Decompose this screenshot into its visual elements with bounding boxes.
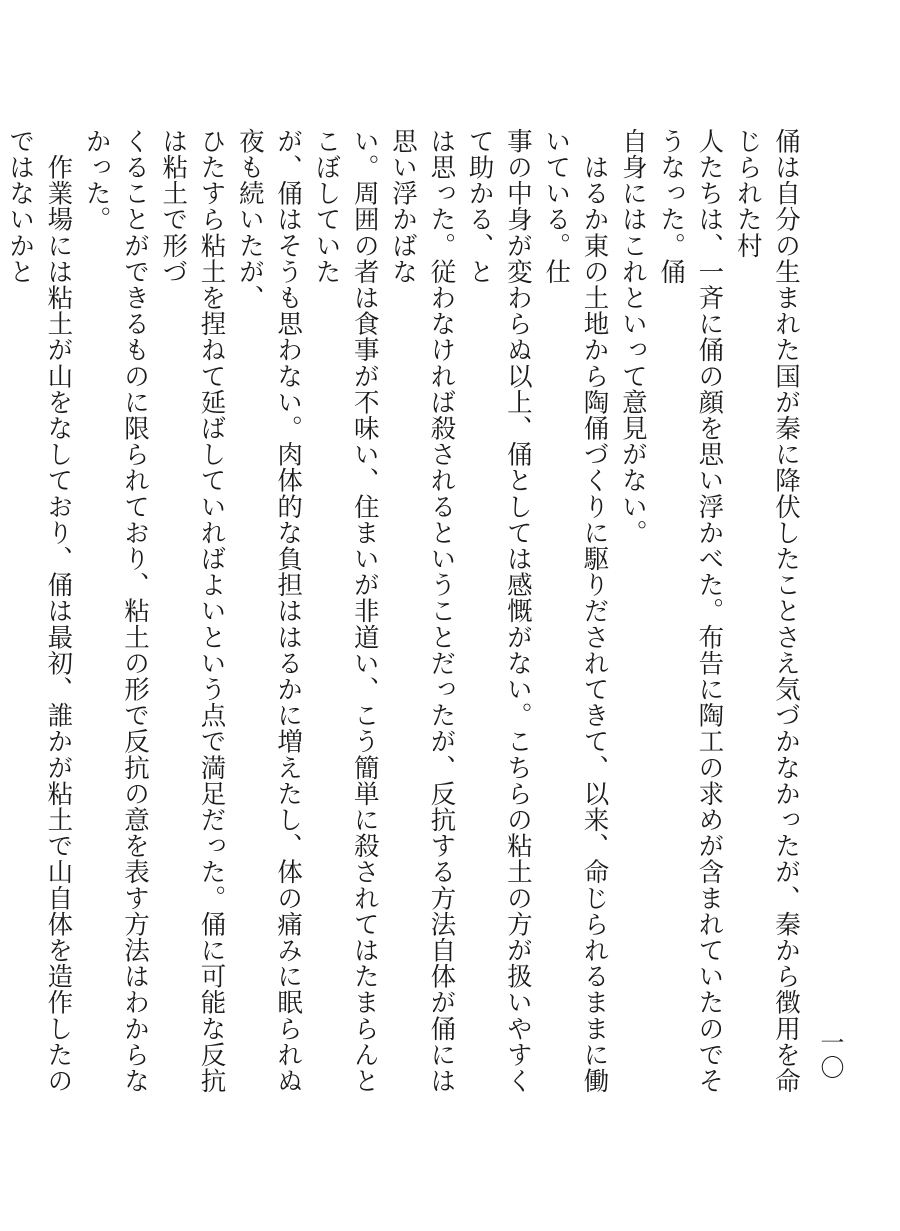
paragraph-2: はるか東の土地から陶俑づくりに駆りだされてきて、以来、命じられるままに働いている。仕 事の中身が変わらぬ以上、俑としては感慨がない。こちらの粘土の方が扱いやすくて助かる、と は思った。従わなければ殺されるということだったが、反抗する方法自体が俑には思い浮かばな い。周囲の者は食事が不味い、住まいが非道い、こう簡単に殺されてはたまらんとこぼしていた が、俑はそうも思わない。肉体的な負担ははるかに増えたし、体の痛みに眠られぬ夜も続いたが、 ひたすら粘土を捏ねて延ばしていればよいという点で満足だった。俑に可能な反抗は粘土で形づ くることができるものに限られており、粘土の形で反抗の意を表す方法はわからなかった。	[81, 128, 610, 1094]
paragraph-1: 俑は自分の生まれた国が秦に降伏したことさえ気づかなかったが、秦から徴用を命じられた村 人たちは、一斉に俑の顔を思い浮かべた。布告に陶工の求めが含まれていたのでそうなった。俑 自身にはこれといって意見がない。	[617, 128, 801, 1094]
page-number: 一〇	[816, 1030, 844, 1080]
body-text	[0, 128, 805, 1108]
paragraph-3: 作業場には粘土が山をなしており、俑は最初、誰かが粘土で山自体を造作したのではないかと	[5, 128, 74, 1094]
